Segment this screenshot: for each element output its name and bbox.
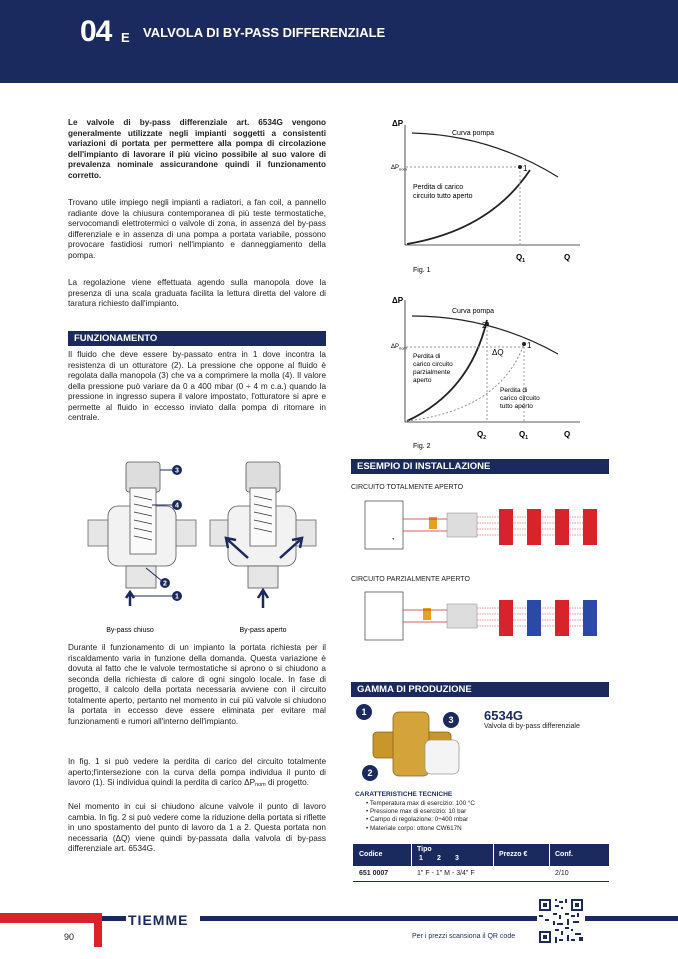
fig2-left-line4: aperto — [413, 377, 432, 384]
fig1-explanation: In fig. 1 si può vedere la perdita di carico del circuito totalmente aperto;l'intersezione con la curva della pompa individua il punto di lavoro (1). Si individua quindi la perdita di carico ΔP — [68, 757, 326, 787]
fig2-q1-text: Q — [519, 430, 526, 439]
product-marker-1-label: 1 — [361, 707, 367, 717]
fig2-q2-label — [477, 430, 486, 441]
row-pack: 2/10 — [555, 870, 569, 877]
regulation-text: La regolazione viene effettuata agendo sulla manopola dove la presenza di una scala graduata facilita la lettura diretta del valore di taratura richiesto dall'impianto. — [68, 278, 326, 308]
valve-closed-label: By-pass chiuso — [106, 627, 154, 634]
marker-3 — [160, 465, 182, 475]
circuit-open-label: CIRCUITO TOTALMENTE APERTO — [351, 484, 464, 491]
footer-accent-drop — [94, 913, 102, 947]
valve-open-drawing — [210, 462, 316, 608]
figure-1 — [380, 115, 610, 280]
fig1-dp-label — [391, 165, 407, 172]
product-code: 6534G — [484, 708, 524, 723]
product-description: Valvola di by-pass differenziale — [484, 723, 580, 730]
fig1-dp-sub: nom — [399, 166, 407, 172]
svg-text:◔: ◔ — [391, 537, 395, 543]
fig1-dp-text: ΔP — [391, 165, 400, 171]
intro-text: Le valvole di by-pass differenziale art. 6534G vengono generalmente utilizzate negli impianti soggetti a consistenti variazioni di portata per permettere alla pompa di circolazione dell'impianto di lavorare il più vicino possibile al suo valore di prevalenza nominale assicurandone quindi il funzionamento corretto. — [68, 118, 326, 180]
fig1-q1-label — [516, 253, 525, 264]
fig2-q1-sub: 1 — [525, 435, 529, 441]
fig2-right-line1: Perdita di — [500, 387, 528, 394]
fig2-q2-text: Q — [477, 430, 484, 439]
col-code: Codice — [359, 851, 383, 858]
fig2-left-line1: Perdita di — [413, 353, 441, 360]
fig1-q1-text: Q — [516, 253, 523, 262]
installation-heading: ESEMPIO DI INSTALLAZIONE — [351, 459, 609, 474]
fig1-point-label: 1 — [523, 164, 528, 173]
marker-3-label: 3 — [175, 467, 179, 475]
fig2-right-line2: carico circuito — [500, 395, 540, 402]
page-title: VALVOLA DI BY-PASS DIFFERENZIALE — [143, 25, 386, 40]
circuit-partial-label: CIRCUITO PARZIALMENTE APERTO — [351, 576, 470, 583]
table-row — [353, 866, 609, 882]
dp-nom-sub: nom — [255, 782, 266, 788]
col-pack: Conf. — [555, 851, 573, 858]
fig1-pump-label: Curva pompa — [452, 130, 495, 137]
boiler-2 — [365, 592, 403, 640]
tech-heading: CARATTERISTICHE TECNICHE — [355, 791, 453, 798]
funzionamento-text: Il fluido che deve essere by-passato entra in 1 dove incontra la resistenza di un otturatore (2). La pressione che oppone al fluido è regolata dalla manopola (3) che va a comprimere la molla (4). Il valore della pressione può variare da 0 a 400 mbar (0 ÷ 4 m c.a.) quando la pressione in ingresso supera il valore impostato, l'otturatore si apre e permette al fluido in eccesso inviato dalla pompa di ritornare in centrale. — [68, 350, 326, 422]
fig1-x-label: Q — [564, 253, 571, 262]
product-knob — [425, 740, 459, 774]
radiator-group-open — [499, 509, 597, 545]
fig2-q1-label — [519, 430, 528, 441]
funzionamento-heading: FUNZIONAMENTO — [68, 331, 326, 346]
fig1-loss-line2: circuito tutto aperto — [413, 193, 473, 200]
page-number: 90 — [64, 932, 75, 942]
fig2-dp-sub: nom — [399, 345, 407, 351]
tech-item: • Pressione max di esercizio: 10 bar — [366, 808, 467, 816]
fig2-caption: Fig. 2 — [413, 443, 431, 450]
chapter-letter: E — [121, 30, 130, 45]
col-price: Prezzo € — [499, 851, 528, 858]
page-header — [0, 0, 678, 83]
tech-item-text: Campo di regolazione: 0÷400 mbar — [369, 816, 469, 824]
brand-logo: TIEMME — [126, 912, 200, 928]
tech-item-text: Materiale corpo: ottone CW617N — [369, 824, 462, 832]
fig2-dp-label — [391, 344, 407, 351]
fig1-loss-curve — [407, 170, 530, 244]
valve-closed-drawing — [88, 462, 196, 606]
marker-1-label: 1 — [175, 593, 179, 601]
install-open-diagram — [351, 495, 609, 560]
boiler — [365, 501, 403, 549]
product-photo — [355, 700, 470, 790]
fig1-work-point — [518, 165, 522, 169]
tech-item-text: Temperatura max di esercizio: 100 °C — [369, 800, 475, 807]
usage-text: Trovano utile impiego negli impianti a radiatori, a fan coil, a pannello radiante dove la chiusura contemporanea di più teste termostatiche, servocomandi elettrotermici o valvole di zona, in assenza del by-pass differenziale e in assenza di una pompa a portata variabile, possono provocare fastidiosi rumori nell'impianto e danneggiamento della pompa. — [68, 198, 326, 260]
col-type-sub-2: 2 — [437, 855, 441, 862]
fig2-right-line3: tutto aperto — [500, 403, 533, 410]
marker-4-label: 4 — [175, 502, 179, 510]
tech-item-text: Pressione max di esercizio: 10 bar — [369, 808, 467, 816]
fig1-caption: Fig. 1 — [413, 267, 431, 274]
tech-item: • Temperatura max di esercizio: 100 °C — [366, 800, 475, 807]
fig-explanation-text — [68, 757, 326, 789]
fig2-q2-sub: 2 — [483, 435, 487, 441]
fig2-x-label: Q — [564, 430, 571, 439]
qr-code[interactable] — [537, 897, 585, 945]
fig1-q1-sub: 1 — [522, 258, 526, 264]
manifold — [447, 513, 477, 537]
fig2-point1 — [522, 342, 526, 346]
valve-open-label: By-pass aperto — [239, 627, 287, 634]
fig2-point1-label: 1 — [527, 341, 532, 350]
fig1-loss-line1: Perdita di carico — [413, 184, 464, 191]
tech-item: • Campo di regolazione: 0÷400 mbar — [366, 816, 469, 824]
fig2-left-line2: carico circuito — [413, 361, 453, 368]
valve-diagrams — [68, 448, 326, 638]
fig1-y-label: ΔP — [392, 119, 404, 128]
marker-2-label: 2 — [163, 580, 167, 588]
fig1-pump-curve — [412, 133, 558, 177]
fig2-y-label: ΔP — [392, 296, 404, 305]
fig2-dp-text: ΔP — [391, 344, 400, 350]
row-code: 651 0007 — [359, 870, 389, 877]
fig1-explanation-end: di progetto. — [265, 778, 310, 787]
fig2-pump-label: Curva pompa — [452, 308, 495, 315]
tech-list — [366, 800, 475, 833]
figure-2 — [380, 292, 610, 452]
table-header — [353, 844, 609, 866]
col-type: Tipo — [417, 846, 432, 853]
footer-accent — [0, 913, 100, 923]
operation-text: Durante il funzionamento di un impianto la portata richiesta per il riscaldamento varia in funzione della domanda. Questa variazione è dovuta al fatto che le valvole termostatiche si aprono o si chiudono a seconda della richiesta di calore di ogni singolo locale. In fase di progetto, il calcolo della portata necessaria avviene con il circuito totalmente aperto, pertanto nel momento in cui più valvole si chiudono la portata in eccesso deve essere eliminata per evitare mal funzionamenti e rumori all'interno dell'impianto. — [68, 643, 326, 726]
col-type-sub-3: 3 — [455, 855, 459, 862]
col-type-sub-1: 1 — [419, 855, 423, 862]
row-type: 1" F - 1" M - 3/4" F — [417, 870, 475, 877]
tech-item: • Materiale corpo: ottone CW617N — [366, 824, 462, 832]
product-marker-3-label: 3 — [448, 715, 454, 725]
range-heading: GAMMA DI PRODUZIONE — [351, 682, 609, 697]
product-marker-2-label: 2 — [367, 768, 373, 778]
fig2-point2-label: 2 — [482, 321, 487, 330]
install-partial-diagram — [351, 588, 609, 648]
fig2-dq-label: ΔQ — [492, 348, 504, 357]
chapter-number: 04 — [80, 15, 112, 48]
qr-caption: Per i prezzi scansiona il QR code — [412, 933, 516, 940]
fig2-left-line3: parzialmente — [413, 369, 451, 376]
radiator-group-partial — [499, 600, 597, 636]
marker-1 — [134, 591, 182, 601]
manifold-2 — [447, 604, 477, 628]
fig2-explanation: Nel momento in cui si chiudono alcune valvole il punto di lavoro cambia. In fig. 2 si può vedere come la riduzione della portata si riflette in uno spostamento del punto di lavoro da 1 a 2. Questa portata non necessaria (ΔQ) viene quindi by-passata dalla valvola di by-pass differenziale art. 6534G. — [68, 802, 326, 853]
